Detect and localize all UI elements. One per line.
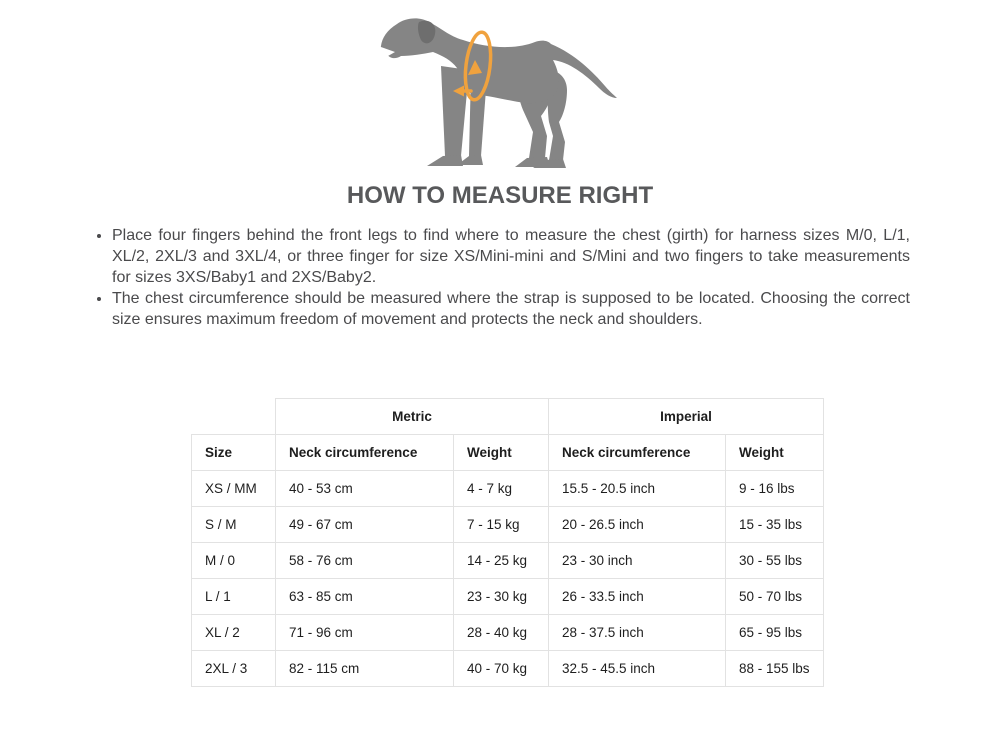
- table-row: [192, 507, 824, 543]
- imperial-weight-cell: 15 - 35 lbs: [726, 507, 824, 543]
- table-row: [192, 615, 824, 651]
- metric-weight-cell: 4 - 7 kg: [454, 471, 549, 507]
- group-header-metric: Metric: [276, 399, 549, 435]
- size-guide-page: [0, 10, 1000, 749]
- table-row: [192, 543, 824, 579]
- metric-weight-cell: 28 - 40 kg: [454, 615, 549, 651]
- metric-weight-cell: 40 - 70 kg: [454, 651, 549, 687]
- metric-neck-cell: 82 - 115 cm: [276, 651, 454, 687]
- imperial-neck-cell: 32.5 - 45.5 inch: [549, 651, 726, 687]
- size-table: [191, 398, 824, 687]
- imperial-weight-cell: 9 - 16 lbs: [726, 471, 824, 507]
- column-header-row: [192, 435, 824, 471]
- imperial-neck-cell: 15.5 - 20.5 inch: [549, 471, 726, 507]
- metric-neck-cell: 40 - 53 cm: [276, 471, 454, 507]
- imperial-weight-cell: 30 - 55 lbs: [726, 543, 824, 579]
- size-cell: M / 0: [192, 543, 276, 579]
- metric-neck-cell: 58 - 76 cm: [276, 543, 454, 579]
- column-header-neck-metric: Neck circumference: [276, 435, 454, 471]
- imperial-neck-cell: 28 - 37.5 inch: [549, 615, 726, 651]
- column-header-weight-imperial: Weight: [726, 435, 824, 471]
- group-header-row: [192, 399, 824, 435]
- size-table-body: [192, 471, 824, 687]
- page-title: HOW TO MEASURE RIGHT: [346, 182, 654, 209]
- imperial-weight-cell: 88 - 155 lbs: [726, 651, 824, 687]
- metric-weight-cell: 23 - 30 kg: [454, 579, 549, 615]
- metric-neck-cell: 71 - 96 cm: [276, 615, 454, 651]
- measuring-instructions: [95, 225, 910, 330]
- size-cell: XL / 2: [192, 615, 276, 651]
- imperial-weight-cell: 50 - 70 lbs: [726, 579, 824, 615]
- metric-neck-cell: 49 - 67 cm: [276, 507, 454, 543]
- column-header-size: Size: [192, 435, 276, 471]
- size-cell: XS / MM: [192, 471, 276, 507]
- imperial-neck-cell: 20 - 26.5 inch: [549, 507, 726, 543]
- imperial-neck-cell: 23 - 30 inch: [549, 543, 726, 579]
- empty-corner-cell: [192, 399, 276, 435]
- table-row: [192, 579, 824, 615]
- instruction-item: • Place four fingers behind the front legs to find where to measure the chest (girth) for harness sizes M/0, L/1, XL/2, 2XL/3 and 3XL/4, or three finger for size XS/Mini-mini and S/Mini and two fingers to take measurements for sizes 3XS/Baby1 and 2XS/Baby2.: [112, 225, 910, 288]
- size-cell: L / 1: [192, 579, 276, 615]
- metric-weight-cell: 7 - 15 kg: [454, 507, 549, 543]
- column-header-neck-imperial: Neck circumference: [549, 435, 726, 471]
- imperial-weight-cell: 65 - 95 lbs: [726, 615, 824, 651]
- table-row: [192, 651, 824, 687]
- metric-weight-cell: 14 - 25 kg: [454, 543, 549, 579]
- dog-measure-illustration: [375, 10, 625, 170]
- table-row: [192, 471, 824, 507]
- dog-silhouette-icon: [375, 10, 625, 170]
- metric-neck-cell: 63 - 85 cm: [276, 579, 454, 615]
- size-cell: 2XL / 3: [192, 651, 276, 687]
- size-cell: S / M: [192, 507, 276, 543]
- column-header-weight-metric: Weight: [454, 435, 549, 471]
- imperial-neck-cell: 26 - 33.5 inch: [549, 579, 726, 615]
- instruction-item: • The chest circumference should be measured where the strap is supposed to be located. Choosing the correct size ensures maximum freedom of movement and protects the neck and shoulders.: [112, 288, 910, 330]
- group-header-imperial: Imperial: [549, 399, 824, 435]
